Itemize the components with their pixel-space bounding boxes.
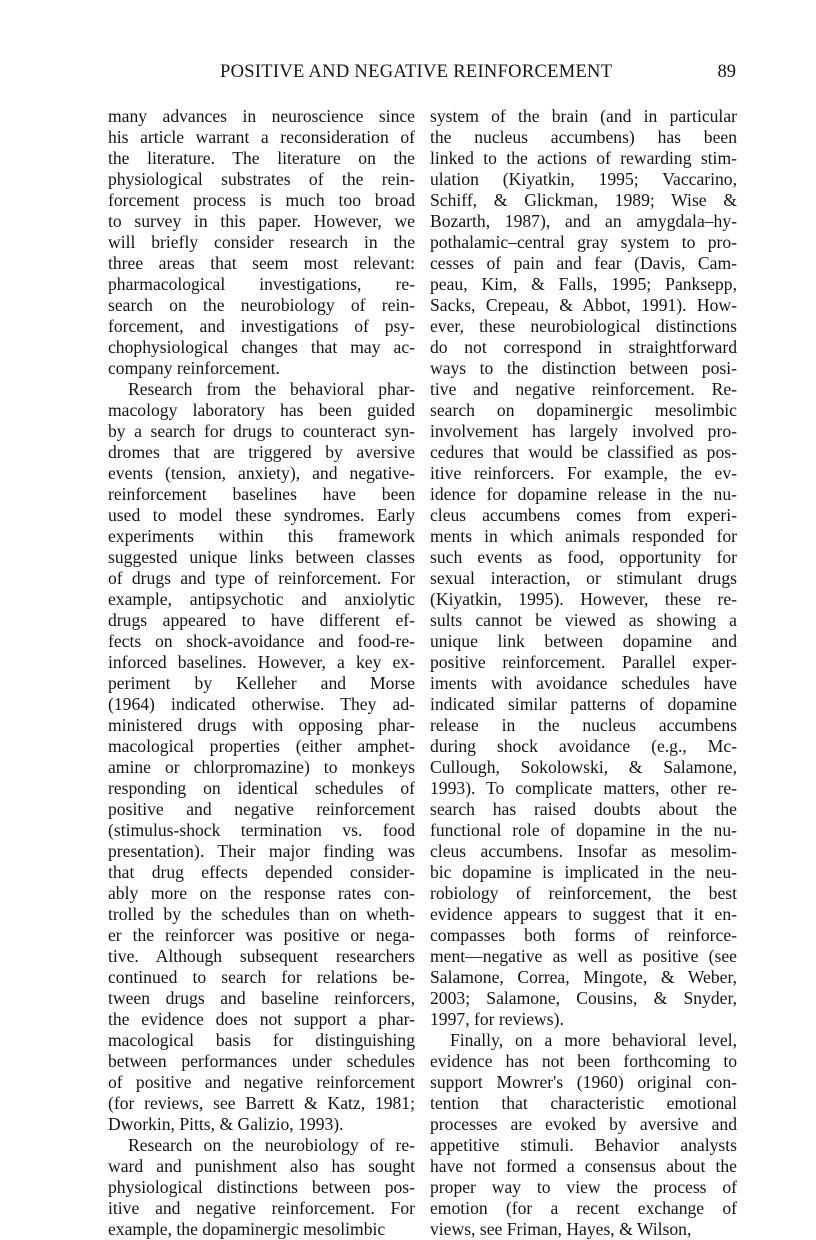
text-line: chophysiological changes that may ac- (108, 337, 415, 357)
text-line: bic dopamine is implicated in the neu- (430, 862, 737, 882)
text-line: sexual interaction, or stimulant drugs (430, 568, 737, 588)
text-line: Bozarth, 1987), and an amygdala–hy- (430, 211, 737, 231)
text-line: example, the dopaminergic mesolimbic (108, 1219, 386, 1239)
text-line: Schiff, & Glickman, 1989; Wise & (430, 190, 737, 210)
text-line: er the reinforcer was positive or nega- (108, 925, 415, 945)
text-line: ment—negative as well as positive (see (430, 946, 737, 966)
text-line: release in the nucleus accumbens (430, 715, 737, 735)
text-line: presentation). Their major finding was (108, 841, 415, 861)
text-line: drugs appeared to have different ef- (108, 610, 415, 630)
text-line: iments with avoidance schedules have (430, 673, 737, 693)
text-line: tive. Although subsequent researchers (108, 946, 415, 966)
text-line: 1993). To complicate matters, other re- (430, 778, 737, 798)
text-line: used to model these syndromes. Early (108, 505, 415, 525)
text-line: fects on shock-avoidance and food-re- (108, 631, 415, 651)
text-line: (1964) indicated otherwise. They ad- (108, 694, 415, 714)
text-line: itive and negative reinforcement. For (108, 1198, 415, 1218)
page-number: 89 (717, 62, 736, 82)
text-line: search has raised doubts about the (430, 799, 737, 819)
text-line: the literature. The literature on the (108, 148, 415, 168)
text-line: have not formed a consensus about the (430, 1156, 737, 1176)
text-line: (for reviews, see Barrett & Katz, 1981; (108, 1093, 415, 1113)
text-line: system of the brain (and in particular (430, 106, 737, 126)
text-line: cleus accumbens. Insofar as mesolim- (430, 841, 737, 861)
text-line: Sacks, Crepeau, & Abbot, 1991). How- (430, 295, 737, 315)
text-line: unique link between dopamine and (430, 631, 737, 651)
text-line: forcement, and investigations of psy- (108, 316, 415, 336)
text-line: amine or chlorpromazine) to monkeys (108, 757, 415, 777)
text-line: tention that characteristic emotional (430, 1093, 737, 1113)
text-line: search on the neurobiology of rein- (108, 295, 415, 315)
text-line: evidence appears to suggest that it en- (430, 904, 737, 924)
text-line: pharmacological investigations, re- (108, 274, 415, 294)
text-line: emotion (for a recent exchange of (430, 1198, 737, 1218)
text-line: robiology of reinforcement, the best (430, 883, 737, 903)
text-line: reinforcement baselines have been (108, 484, 415, 504)
text-line: views, see Friman, Hayes, & Wilson, (430, 1219, 692, 1239)
text-line: proper way to view the process of (430, 1177, 737, 1197)
text-line: continued to search for relations be- (108, 967, 415, 987)
text-line: cedures that would be classified as pos- (430, 442, 737, 462)
text-line: macological basis for distinguishing (108, 1030, 415, 1050)
text-line: Research from the behavioral phar- (128, 379, 415, 399)
text-line: support Mowrer's (1960) original con- (430, 1072, 737, 1092)
text-line: between performances under schedules (108, 1051, 415, 1071)
text-line: example, antipsychotic and anxiolytic (108, 589, 415, 609)
text-line: involvement has largely involved pro- (430, 421, 737, 441)
text-line: ments in which animals responded for (430, 526, 737, 546)
text-line: ways to the distinction between posi- (430, 358, 737, 378)
text-line: do not correspond in straightforward (430, 337, 737, 357)
paragraph (108, 106, 415, 379)
text-line: such events as food, opportunity for (430, 547, 737, 567)
text-line: will briefly consider research in the (108, 232, 415, 252)
text-line: ably more on the response rates con- (108, 883, 415, 903)
text-line: macological properties (either amphet- (108, 736, 415, 756)
text-line: Salamone, Correa, Mingote, & Weber, (430, 967, 737, 987)
text-line: pothalamic–central gray system to pro- (430, 232, 737, 252)
text-line: the nucleus accumbens) has been (430, 127, 737, 147)
text-line: physiological substrates of the rein- (108, 169, 415, 189)
text-line: Research on the neurobiology of re- (128, 1135, 415, 1155)
text-line: his article warrant a reconsideration of (108, 127, 415, 147)
text-line: experiments within this framework (108, 526, 415, 546)
text-line: dromes that are triggered by aversive (108, 442, 415, 462)
text-line: tive and negative reinforcement. Re- (430, 379, 737, 399)
paragraph (430, 1030, 737, 1240)
text-line: Finally, on a more behavioral level, (450, 1030, 737, 1050)
text-line: processes are evoked by aversive and (430, 1114, 737, 1134)
text-line: (Kiyatkin, 1995). However, these re- (430, 589, 737, 609)
text-line: indicated similar patterns of dopamine (430, 694, 737, 714)
text-line: by a search for drugs to counteract syn- (108, 421, 415, 441)
text-line: events (tension, anxiety), and negative- (108, 463, 415, 483)
text-line: macology laboratory has been guided (108, 400, 415, 420)
text-line: (stimulus-shock termination vs. food (108, 820, 415, 840)
paragraph (108, 1135, 415, 1240)
text-line: of positive and negative reinforcement (108, 1072, 415, 1092)
text-line: positive and negative reinforcement (108, 799, 415, 819)
text-line: ever, these neurobiological distinctions (430, 316, 737, 336)
text-line: inforced baselines. However, a key ex- (108, 652, 415, 672)
text-line: peau, Kim, & Falls, 1995; Panksepp, (430, 274, 737, 294)
text-line: cleus accumbens comes from experi- (430, 505, 737, 525)
text-line: 1997, for reviews). (430, 1009, 564, 1029)
text-line: trolled by the schedules than on wheth- (108, 904, 415, 924)
text-line: responding on identical schedules of (108, 778, 415, 798)
right-column (430, 106, 737, 1240)
text-line: periment by Kelleher and Morse (108, 673, 415, 693)
text-line: of drugs and type of reinforcement. For (108, 568, 415, 588)
text-line: forcement process is much too broad (108, 190, 415, 210)
text-line: itive reinforcers. For example, the ev- (430, 463, 737, 483)
paragraph (108, 379, 415, 1135)
text-line: to survey in this paper. However, we (108, 211, 415, 231)
text-line: during shock avoidance (e.g., Mc- (430, 736, 737, 756)
text-line: functional role of dopamine in the nu- (430, 820, 737, 840)
text-line: ulation (Kiyatkin, 1995; Vaccarino, (430, 169, 737, 189)
running-header (108, 62, 736, 84)
text-line: linked to the actions of rewarding stim- (430, 148, 737, 168)
text-line: positive reinforcement. Parallel exper- (430, 652, 737, 672)
text-line: idence for dopamine release in the nu- (430, 484, 737, 504)
text-line: Dworkin, Pitts, & Galizio, 1993). (108, 1114, 344, 1134)
text-line: the evidence does not support a phar- (108, 1009, 415, 1029)
text-line: sults cannot be viewed as showing a (430, 610, 737, 630)
text-line: Cullough, Sokolowski, & Salamone, (430, 757, 737, 777)
text-line: search on dopaminergic mesolimbic (430, 400, 737, 420)
text-line: evidence has not been forthcoming to (430, 1051, 737, 1071)
text-line: ward and punishment also has sought (108, 1156, 415, 1176)
text-line: suggested unique links between classes (108, 547, 415, 567)
text-line: that drug effects depended consider- (108, 862, 415, 882)
text-line: physiological distinctions between pos- (108, 1177, 415, 1197)
running-title: POSITIVE AND NEGATIVE REINFORCEMENT (220, 62, 613, 82)
text-line: many advances in neuroscience since (108, 106, 415, 126)
text-line: tween drugs and baseline reinforcers, (108, 988, 415, 1008)
text-line: compasses both forms of reinforce- (430, 925, 737, 945)
text-line: cesses of pain and fear (Davis, Cam- (430, 253, 737, 273)
text-line: appetitive stimuli. Behavior analysts (430, 1135, 737, 1155)
text-line: three areas that seem most relevant: (108, 253, 415, 273)
text-line: company reinforcement. (108, 358, 280, 378)
text-line: ministered drugs with opposing phar- (108, 715, 415, 735)
paragraph (430, 106, 737, 1030)
left-column (108, 106, 415, 1240)
text-line: 2003; Salamone, Cousins, & Snyder, (430, 988, 737, 1008)
